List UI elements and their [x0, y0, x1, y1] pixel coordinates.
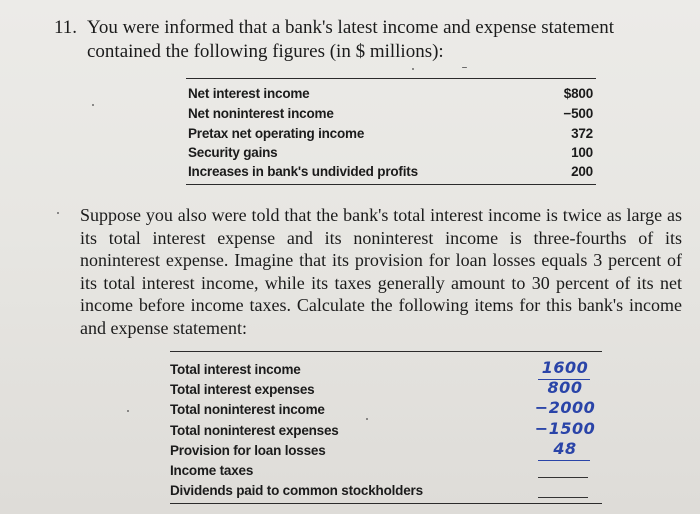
- row-label: Security gains: [188, 145, 278, 160]
- question-heading: [54, 16, 684, 64]
- table1-bottom-rule: [186, 184, 596, 185]
- table-row: [188, 145, 593, 164]
- question-text: You were informed that a bank's latest income and expense statement contained the following figures (in $ millions):: [87, 17, 615, 62]
- paper-speck: [92, 104, 94, 106]
- row-value: 100: [571, 145, 593, 160]
- row-label: Net interest income: [188, 86, 310, 101]
- answer-underline: [538, 460, 590, 461]
- row-label: Increases in bank's undivided profits: [188, 164, 418, 179]
- row-value: 372: [571, 126, 593, 141]
- row-label: Net noninterest income: [188, 106, 334, 121]
- paper-speck: [127, 410, 129, 412]
- table-row: [170, 483, 600, 503]
- handwritten-answer: −2000: [534, 398, 596, 417]
- paper-speck: [412, 68, 414, 70]
- handwritten-answer: 800: [547, 378, 583, 397]
- table2-bottom-rule: [170, 503, 602, 504]
- handwritten-answer: 48: [553, 439, 577, 458]
- item-label: Total interest expenses: [170, 382, 315, 397]
- row-value: −500: [563, 106, 593, 121]
- question-number: 11.: [54, 17, 78, 38]
- table-row: [188, 106, 593, 125]
- item-label: Provision for loan losses: [170, 443, 326, 458]
- table-row: [170, 463, 600, 483]
- paper-speck: [462, 67, 467, 68]
- item-label: Total interest income: [170, 362, 301, 377]
- answer-blank: [538, 477, 588, 478]
- item-label: Total noninterest expenses: [170, 423, 339, 438]
- row-value: $800: [563, 86, 593, 101]
- handwritten-answer: 1600: [541, 358, 589, 377]
- answer-blank: [538, 497, 588, 498]
- table-row: [188, 126, 593, 145]
- table2-top-rule: [170, 351, 602, 352]
- item-label: Income taxes: [170, 463, 254, 478]
- item-label: Dividends paid to common stockholders: [170, 483, 423, 498]
- problem-paragraph: Suppose you also were told that the bank's total interest income is twice as large as its total interest expense and its noninterest income is three-fourths of its noninterest expense. Imagine that its provision for loan losses equals 3 percent of its total interest income, while its taxes generally amount to 30 percent of its net income before income taxes. Calculate the following items for this bank's income and expense statement:: [80, 205, 682, 338]
- handwritten-answer: −1500: [534, 419, 596, 438]
- paper-speck: [366, 418, 368, 420]
- row-label: Pretax net operating income: [188, 126, 365, 141]
- paper-speck: [57, 212, 59, 214]
- row-value: 200: [571, 164, 593, 179]
- table1-top-rule: [186, 78, 596, 79]
- table-row: [188, 86, 593, 105]
- table-row: [170, 439, 600, 463]
- item-label: Total noninterest income: [170, 402, 325, 417]
- table-row: [188, 164, 593, 183]
